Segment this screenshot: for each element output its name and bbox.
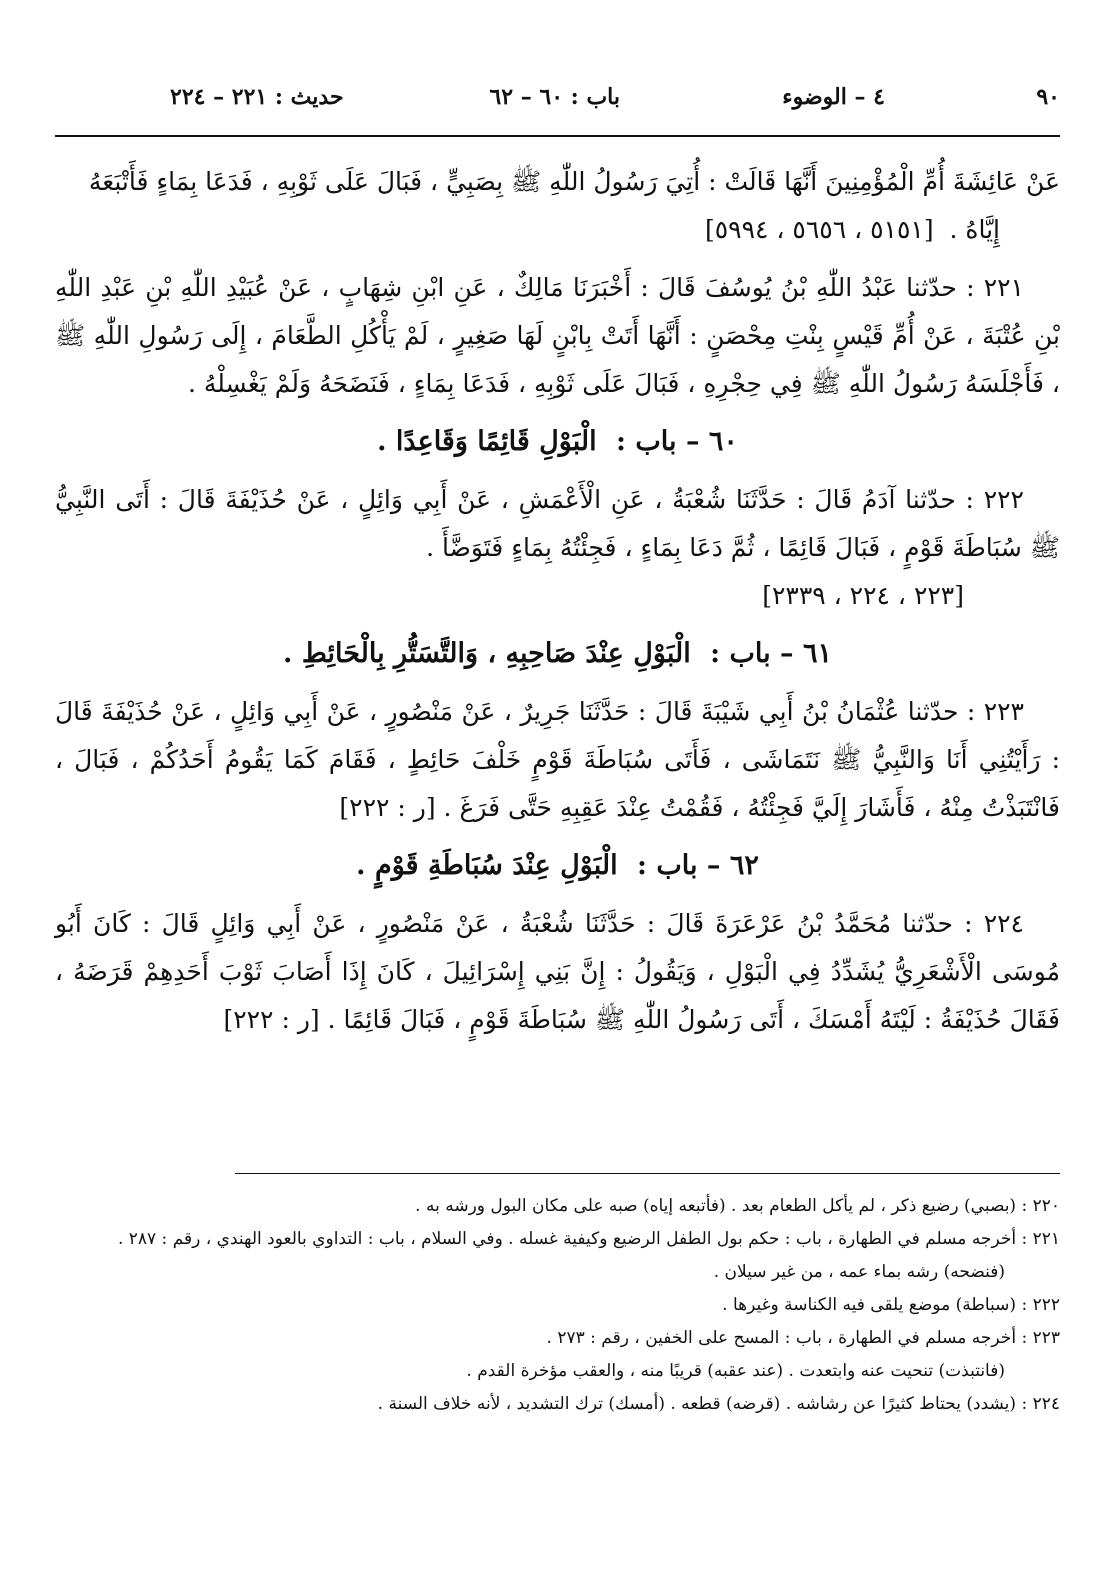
footnote-221-note: (فنضحه) رشه بماء عمه ، من غير سيلان . bbox=[713, 1262, 1005, 1282]
page-number: ٩٠ bbox=[1036, 84, 1060, 110]
hadith-220 bbox=[55, 158, 1060, 254]
bab-60-label: ٦٠ – باب : bbox=[616, 426, 738, 457]
bab-60-title: الْبَوْلِ قَائِمًا وَقَاعِدًا . bbox=[377, 426, 597, 457]
hadith-220-line2: إِيَّاهُ . [٥١٥١ ، ٥٦٥٦ ، ٥٩٩٤] bbox=[704, 215, 1000, 244]
book-page bbox=[55, 0, 1060, 1587]
footnote-223: ٢٢٣ : أخرجه مسلم في الطهارة ، باب : المسح على الخفين ، رقم : ٢٧٣ . bbox=[546, 1328, 1060, 1348]
bab-61-heading bbox=[55, 630, 1060, 678]
hadith-223: ٢٢٣ : حدّثنا عُثْمَانُ بْنُ أَبِي شَيْبَةَ قَالَ : حَدَّثَنَا جَرِيرٌ ، عَنْ مَنْصُورٍ ، عَنْ أَبِي وَائِلٍ ، عَنْ حُذَيْفَةَ قَالَ : رَأَيْتُنِي أَنَا وَالنَّبِيُّ ﷺ نَتَمَاشَى ، فَأَتَى سُبَاطَةَ قَوْمٍ خَلْفَ حَائِطٍ ، فَقَامَ كَمَا يَقُومُ أَحَدُكُمْ ، فَبَالَ ، فَانْتَبَذْتُ مِنْهُ ، فَأَشَارَ إِلَيَّ فَجِئْتُهُ ، فَقُمْتُ عِنْدَ عَقِبِهِ حَتَّى فَرَغَ . [ر : ٢٢٢] bbox=[55, 697, 1060, 822]
footnote-224: ٢٢٤ : (يشدد) يحتاط كثيرًا عن رشاشه . (قرضه) قطعه . (أمسك) ترك التشديد ، لأنه خلاف السنة . bbox=[377, 1394, 1060, 1414]
hadith-220-line1: عَنْ عَائِشَةَ أُمِّ الْمُؤْمِنِينَ أَنَّهَا قَالَتْ : أُتِيَ رَسُولُ اللّٰهِ ﷺ بِصَبِيٍّ ، فَبَالَ عَلَى ثَوْبِهِ ، فَدَعَا بِمَاءٍ فَأَتْبَعَهُ bbox=[88, 167, 1060, 196]
footnote-220: ٢٢٠ : (بصبي) رضيع ذكر ، لم يأكل الطعام بعد . (فأتبعه إياه) صبه على مكان البول ورشه به . bbox=[415, 1196, 1060, 1216]
chapter-title: ٤ – الوضوء bbox=[782, 84, 885, 110]
hadith-221: ٢٢١ : حدّثنا عَبْدُ اللّٰهِ بْنُ يُوسُفَ قَالَ : أَخْبَرَنَا مَالِكٌ ، عَنِ ابْنِ شِهَابٍ ، عَنْ عُبَيْدِ اللّٰهِ بْنِ عَبْدِ اللّٰهِ بْنِ عُتْبَةَ ، عَنْ أُمِّ قَيْسٍ بِنْتِ مِحْصَنٍ : أَنَّهَا أَتَتْ بِابْنٍ لَهَا صَغِيرٍ ، لَمْ يَأْكُلِ الطَّعَامَ ، إِلَى رَسُولِ اللّٰهِ ﷺ ، فَأَجْلَسَهُ رَسُولُ اللّٰهِ ﷺ فِي حِجْرِهِ ، فَبَالَ عَلَى ثَوْبِهِ ، فَدَعَا بِمَاءٍ ، فَنَضَحَهُ وَلَمْ يَغْسِلْهُ . bbox=[55, 273, 1060, 398]
footnote-rule bbox=[235, 1173, 1060, 1174]
bab-62-label: ٦٢ – باب : bbox=[636, 850, 759, 881]
bab-62-heading bbox=[55, 842, 1060, 890]
hadith-222-refs: [٢٢٣ ، ٢٢٤ ، ٢٣٣٩] bbox=[762, 581, 964, 610]
hadith-222 bbox=[55, 476, 1060, 620]
footnotes bbox=[55, 1190, 1060, 1421]
bab-60-heading bbox=[55, 418, 1060, 466]
bab-61-title: الْبَوْلِ عِنْدَ صَاحِبِهِ ، وَالتَّسَتُّرِ بِالْحَائِطِ . bbox=[283, 638, 691, 669]
hadith-220-refs: [٥١٥١ ، ٥٦٥٦ ، ٥٩٩٤] bbox=[704, 215, 934, 244]
hadith-222-text: ٢٢٢ : حدّثنا آدَمُ قَالَ : حَدَّثَنَا شُعْبَةُ ، عَنِ الْأَعْمَشِ ، عَنْ أَبِي وَائِلٍ ، عَنْ حُذَيْفَةَ قَالَ : أَتَى النَّبِيُّ ﷺ سُبَاطَةَ قَوْمٍ ، فَبَالَ قَائِمًا ، ثُمَّ دَعَا بِمَاءٍ ، فَجِئْتُهُ بِمَاءٍ فَتَوَضَّأَ . bbox=[55, 485, 1060, 562]
footnote-223-note: (فانتبذت) تنحيت عنه وابتعدت . (عند عقبه) قريبًا منه ، والعقب مؤخرة القدم . bbox=[466, 1361, 1005, 1381]
bab-range: باب : ٦٠ – ٦٢ bbox=[489, 84, 620, 110]
bab-61-label: ٦١ – باب : bbox=[710, 638, 832, 669]
hadith-range: حديث : ٢٢١ – ٢٢٤ bbox=[170, 84, 344, 110]
running-header bbox=[55, 84, 1060, 118]
header-rule bbox=[55, 135, 1060, 137]
footnote-222: ٢٢٢ : (سباطة) موضع يلقى فيه الكناسة وغيرها . bbox=[722, 1295, 1060, 1315]
footnote-221: ٢٢١ : أخرجه مسلم في الطهارة ، باب : حكم بول الطفل الرضيع وكيفية غسله . وفي السلام ، باب : التداوي بالعود الهندي ، رقم : ٢٨٧ . bbox=[117, 1229, 1060, 1249]
main-text bbox=[55, 158, 1060, 1054]
bab-62-title: الْبَوْلِ عِنْدَ سُبَاطَةِ قَوْمٍ . bbox=[356, 850, 618, 881]
hadith-224: ٢٢٤ : حدّثنا مُحَمَّدُ بْنُ عَرْعَرَةَ قَالَ : حَدَّثَنَا شُعْبَةُ ، عَنْ مَنْصُورٍ ، عَنْ أَبِي وَائِلٍ قَالَ : كَانَ أَبُو مُوسَى الْأَشْعَرِيُّ يُشَدِّدُ فِي الْبَوْلِ ، وَيَقُولُ : إِنَّ بَنِي إِسْرَائِيلَ ، كَانَ إِذَا أَصَابَ ثَوْبَ أَحَدِهِمْ قَرَضَهُ ، فَقَالَ حُذَيْفَةُ : لَيْتَهُ أَمْسَكَ ، أَتَى رَسُولُ اللّٰهِ ﷺ سُبَاطَةَ قَوْمٍ ، فَبَالَ قَائِمًا . [ر : ٢٢٢] bbox=[55, 909, 1060, 1034]
